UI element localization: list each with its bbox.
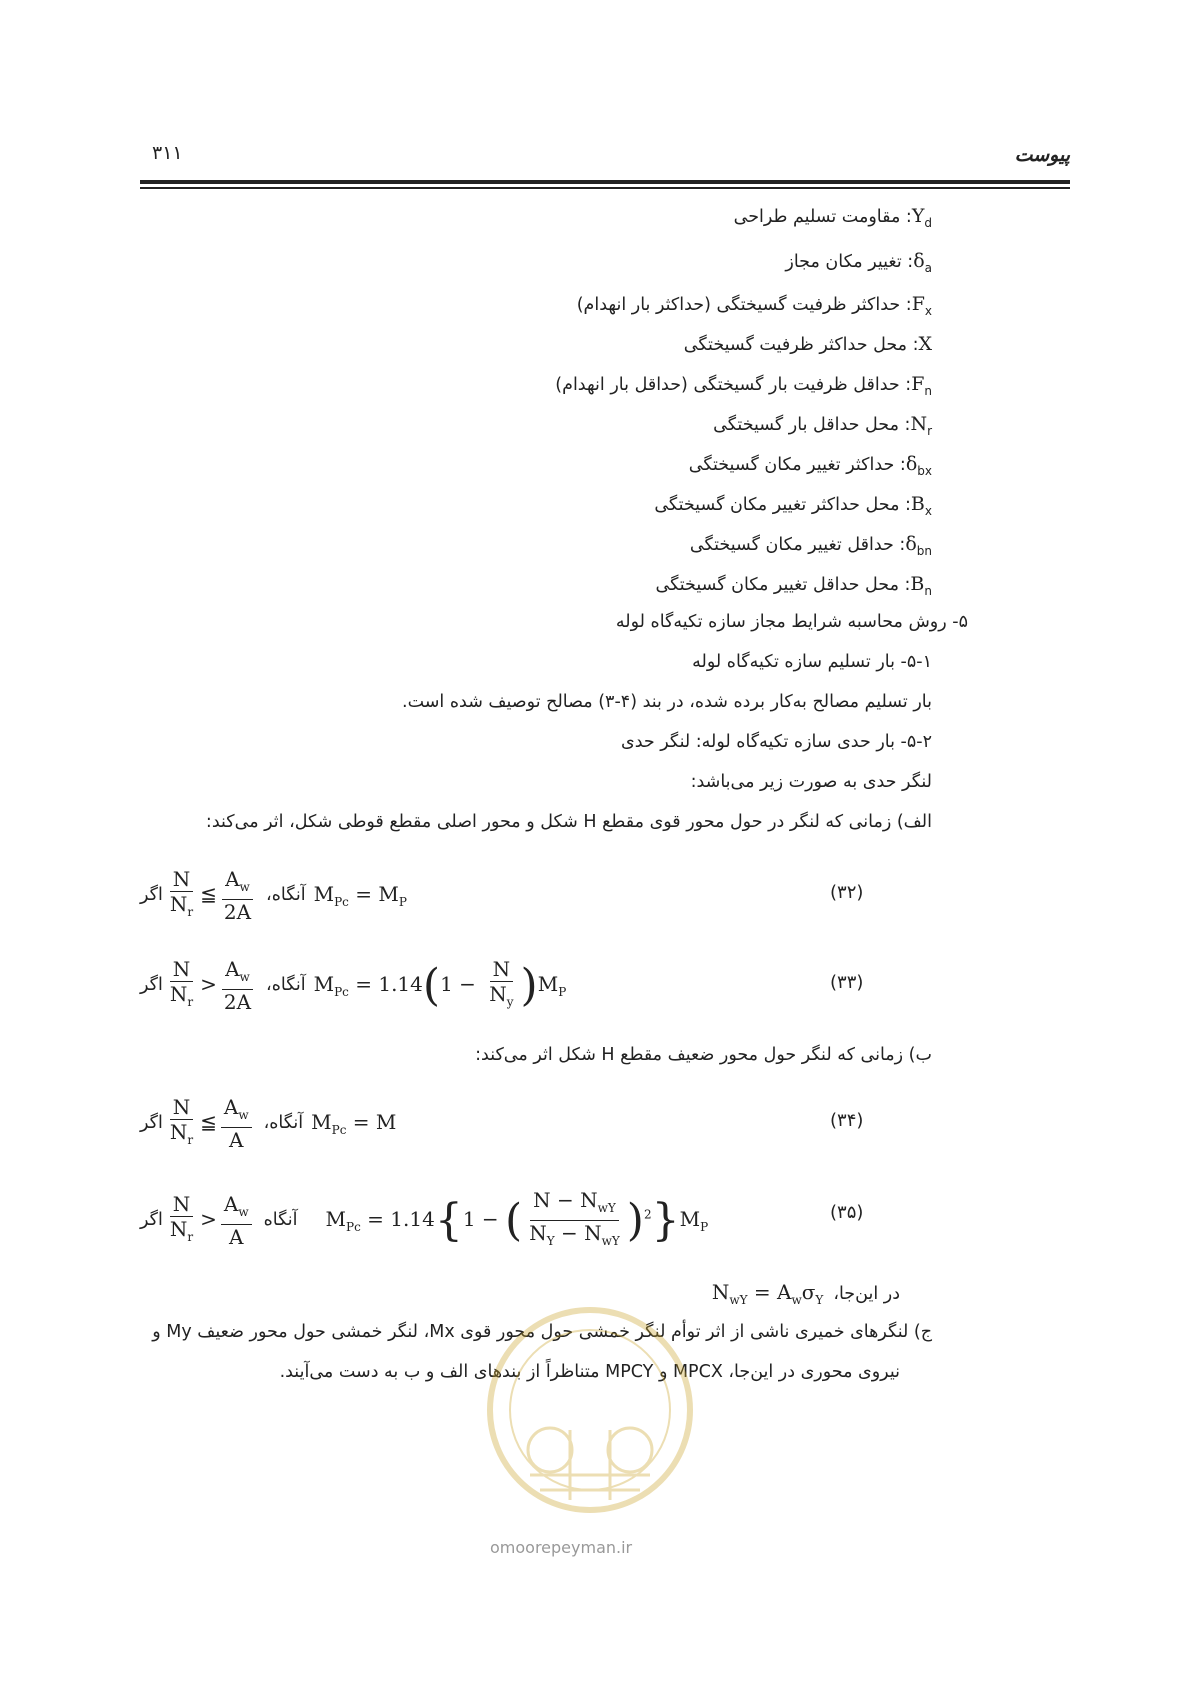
running-title: پیوست xyxy=(1014,144,1070,166)
definition-text: : حداکثر ظرفیت گسیختگی (حداکثر بار انهدام) xyxy=(576,295,912,315)
definition-text: : حداقل ظرفیت بار گسیختگی (حداقل بار انهدام) xyxy=(555,375,912,395)
equation-number: (۳۵) xyxy=(830,1202,864,1223)
equation-number: (۳۳) xyxy=(830,972,864,993)
equation-number: (۳۲) xyxy=(830,882,864,903)
definition-subscript: bx xyxy=(917,464,932,478)
angah-label: آنگاه، xyxy=(266,975,306,995)
definition-item xyxy=(713,413,932,438)
definition-item xyxy=(555,373,932,398)
definition-symbol: B xyxy=(910,493,925,515)
section-5-heading: ۵- روش محاسبه شرایط مجاز سازه تکیه‌گاه لوله xyxy=(615,612,968,632)
agar-label: اگر xyxy=(140,1113,163,1133)
item-alef: الف) زمانی که لنگر در حول محور قوی مقطع H شکل و محور اصلی مقطع قوطی شکل، اثر می‌کند: xyxy=(205,812,932,832)
section-5-1-heading: ۵-۱- بار تسلیم سازه تکیه‌گاه لوله xyxy=(692,652,932,672)
formula-34: $\frac{N}{N_r}$ ≦ $\frac{A_w}{A}$ xyxy=(163,1095,256,1152)
definition-symbol: F xyxy=(911,293,925,315)
definition-item xyxy=(684,333,932,358)
formula-32: $\frac{N}{N_r}$ ≦ $\frac{A_w}{2A}$ xyxy=(169,866,252,924)
definition-symbol: δ xyxy=(905,533,917,555)
header-rule-thin xyxy=(140,187,1070,189)
agar-label: اگر xyxy=(140,1210,163,1230)
item-be: ب) زمانی که لنگر حول محور ضعیف مقطع H شکل اثر می‌کند: xyxy=(475,1045,932,1065)
equation-32: (۳۲) اگر $\frac{N}{N_r}$ ≦ $\frac{A_w}{2A}$ آنگاه، $M_{Pc} = M_P$ xyxy=(140,866,864,924)
definition-text: : مقاومت تسلیم طراحی xyxy=(733,207,912,227)
item-jim-line2: نیروی محوری در این‌جا، MPCX و MPCY متناظراً از بندهای الف و ب به دست می‌آیند. xyxy=(279,1362,900,1382)
definition-subscript: r xyxy=(927,424,932,438)
paragraph-limit-moment: لنگر حدی به صورت زیر می‌باشد: xyxy=(690,772,932,792)
formula-35: $\frac{N}{N_r}$ > $\frac{A_w}{A}$ xyxy=(163,1192,256,1249)
agar-label: اگر xyxy=(140,975,163,995)
definition-symbol: Y xyxy=(911,205,925,227)
equation-number: (۳۴) xyxy=(830,1110,864,1131)
agar-label: اگر xyxy=(140,885,163,905)
definition-item xyxy=(785,250,932,275)
formula-33: $\frac{N}{N_r}$ > $\frac{A_w}{2A}$ xyxy=(169,956,252,1014)
definition-subscript: bn xyxy=(916,544,932,558)
definition-text: : محل حداقل بار گسیختگی xyxy=(713,415,911,435)
paragraph-yield: بار تسلیم مصالح به‌کار برده شده، در بند (۴-۳) مصالح توصیف شده است. xyxy=(402,692,932,712)
angah-label: آنگاه، xyxy=(266,885,306,905)
definition-nwy: در این‌جا، $N_{wY} = A_w\sigma_Y$ xyxy=(711,1280,900,1307)
definition-text: : تغییر مکان مجاز xyxy=(785,252,914,272)
angah-label: آنگاه xyxy=(263,1210,298,1230)
definition-text: : محل حداقل تغییر مکان گسیختگی xyxy=(655,575,911,595)
injaa-label: در این‌جا، xyxy=(833,1283,900,1304)
equation-34: (۳۴) اگر $\frac{N}{N_r}$ ≦ $\frac{A_w}{A}$ آنگاه، $M_{Pc} = M$ xyxy=(140,1094,864,1152)
definition-item xyxy=(577,293,932,318)
definition-text: : محل حداکثر تغییر مکان گسیختگی xyxy=(654,495,911,515)
section-5-2-heading: ۵-۲- بار حدی سازه تکیه‌گاه لوله: لنگر حدی xyxy=(621,732,932,752)
definition-subscript: n xyxy=(924,384,932,398)
header-rule-thick xyxy=(140,180,1070,184)
definition-text: : محل حداکثر ظرفیت گسیختگی xyxy=(683,335,919,355)
definition-subscript: d xyxy=(924,216,932,230)
definition-subscript: a xyxy=(924,261,932,275)
watermark-site: omoorepeyman.ir xyxy=(490,1538,633,1557)
angah-label: آنگاه، xyxy=(263,1113,304,1133)
definition-subscript: x xyxy=(924,304,932,318)
definition-symbol: N xyxy=(910,413,928,435)
definition-subscript: x xyxy=(924,504,932,518)
definition-text: : حداکثر تغییر مکان گسیختگی xyxy=(688,455,906,475)
definition-item xyxy=(654,493,932,518)
definition-symbol: δ xyxy=(913,250,925,272)
definition-item xyxy=(690,533,932,558)
definition-subscript: n xyxy=(924,584,932,598)
watermark-logo xyxy=(480,1300,700,1520)
page-number: ۳۱۱ xyxy=(152,142,183,164)
definition-symbol: X xyxy=(918,333,932,355)
item-jim-line1: ج) لنگرهای خمیری ناشی از اثر توأم لنگر خمشی حول محور قوی Mx، لنگر خمشی حول محور ضعیف My و xyxy=(152,1322,932,1342)
equation-35: (۳۵) اگر $\frac{N}{N_r}$ > $\frac{A_w}{A}$ آنگاه $M_{Pc} = 1.14\{1$ − ( $N - N_{wY}$ $N_Y - N_{wY}$ )$^2\}M_P$ xyxy=(140,1187,864,1249)
definition-item xyxy=(656,573,933,598)
equation-33: (۳۳) اگر $\frac{N}{N_r}$ > $\frac{A_w}{2A}$ آنگاه، $M_{Pc} = 1.14(1$ − $\frac{N}{N_y}$ )$M_P$ xyxy=(140,956,864,1014)
definition-item xyxy=(689,453,932,478)
definition-text: : حداقل تغییر مکان گسیختگی xyxy=(689,535,906,555)
definition-symbol: F xyxy=(911,373,925,395)
definition-symbol: δ xyxy=(905,453,918,475)
definition-item xyxy=(734,205,932,230)
definition-symbol: B xyxy=(910,573,925,595)
